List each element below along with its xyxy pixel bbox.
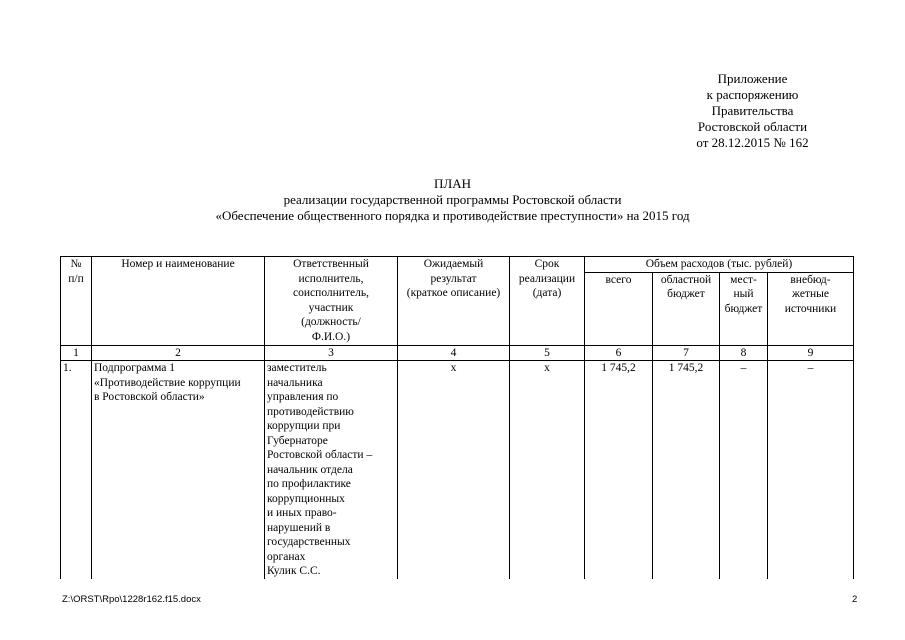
- table-row: [61, 361, 854, 580]
- header-name: Номер и наименование: [92, 257, 265, 346]
- row-responsible: заместитель начальника управления по противодействию коррупции при Губернаторе Ростовской области – начальник отдела по профилактике коррупционных и иных право- нарушений в государственных органах Кулик С.С.: [265, 361, 398, 580]
- header-regional: областной бюджет: [653, 272, 720, 345]
- title-line-1: реализации государственной программы Ростовской области: [283, 192, 622, 207]
- row-name: Подпрограмма 1 «Противодействие коррупции в Ростовской области»: [92, 361, 265, 580]
- header-num: № п/п: [61, 257, 92, 346]
- header-extra: внебюд- жетные источники: [768, 272, 854, 345]
- appendix-line: Приложение: [717, 71, 788, 86]
- column-number: 5: [510, 345, 585, 361]
- column-number: 2: [92, 345, 265, 361]
- column-number: 3: [265, 345, 398, 361]
- appendix-line: Ростовской области: [697, 119, 808, 134]
- footer-page-number: 2: [852, 594, 858, 605]
- header-term: Срок реализации (дата): [510, 257, 585, 346]
- column-numbers-row: [61, 345, 854, 361]
- title-line-2: «Обеспечение общественного порядка и противодействие преступности» на 2015 год: [215, 208, 690, 223]
- plan-table: [60, 256, 854, 579]
- row-total: 1 745,2: [585, 361, 653, 580]
- header-local: мест- ный бюджет: [720, 272, 768, 345]
- footer-file-path: Z:\ORST\Rpo\1228r162.f15.docx: [62, 594, 201, 605]
- header-total: всего: [585, 272, 653, 345]
- column-number: 1: [61, 345, 92, 361]
- column-number: 4: [398, 345, 510, 361]
- appendix-line: к распоряжению: [706, 87, 799, 102]
- appendix-block: [640, 71, 865, 151]
- row-regional: 1 745,2: [653, 361, 720, 580]
- column-number: 8: [720, 345, 768, 361]
- title-heading: ПЛАН: [434, 176, 471, 191]
- column-number: 7: [653, 345, 720, 361]
- column-number: 9: [768, 345, 854, 361]
- row-local: –: [720, 361, 768, 580]
- header-responsible: Ответственный исполнитель, соисполнитель, участник (должность/ Ф.И.О.): [265, 257, 398, 346]
- row-result: х: [398, 361, 510, 580]
- row-extra: –: [768, 361, 854, 580]
- column-number: 6: [585, 345, 653, 361]
- appendix-line: от 28.12.2015 № 162: [696, 135, 809, 150]
- header-expenses: Объем расходов (тыс. рублей): [585, 257, 854, 273]
- row-term: х: [510, 361, 585, 580]
- appendix-line: Правительства: [711, 103, 794, 118]
- header-result: Ожидаемый результат (краткое описание): [398, 257, 510, 346]
- document-title: [0, 176, 905, 224]
- row-num: 1.: [61, 361, 92, 580]
